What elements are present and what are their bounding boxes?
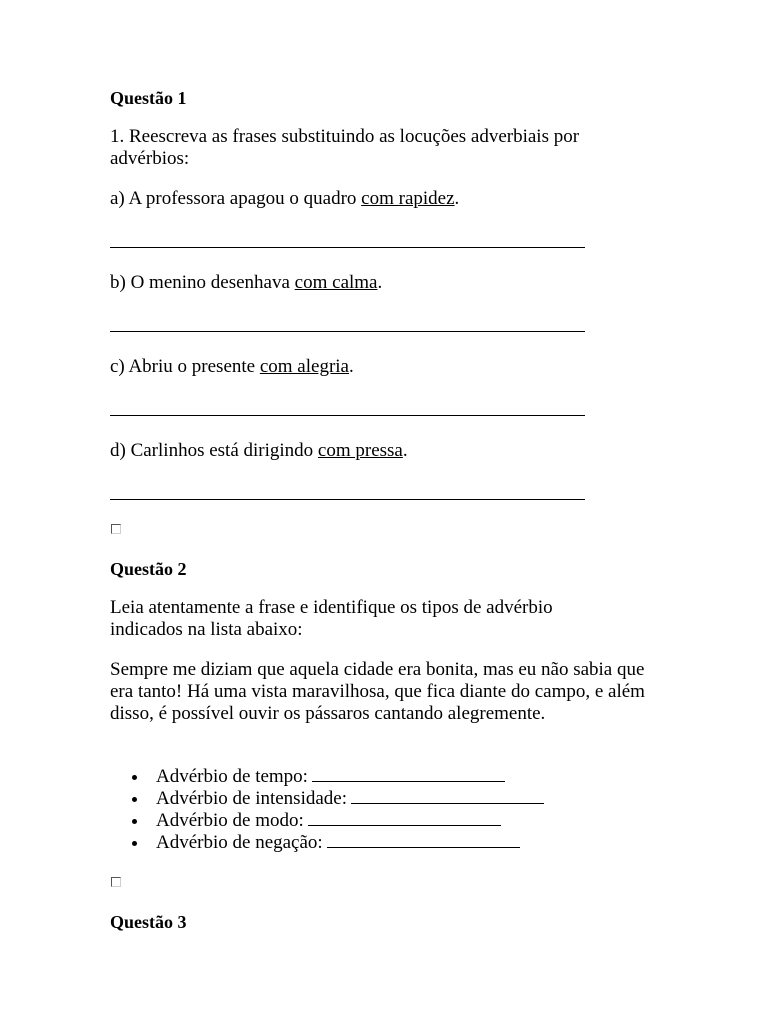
item-punctuation: . (349, 356, 354, 377)
question-1-title: Questão 1 (110, 88, 187, 108)
answer-blank[interactable] (312, 766, 505, 782)
question-1-instruction: 1. Reescreva as frases substituindo as locuções adverbiais por advérbios: (110, 126, 580, 169)
question-3-title: Questão 3 (110, 912, 187, 932)
answer-blank[interactable] (327, 832, 520, 848)
bullet-icon (132, 797, 137, 802)
adverb-type-label: Advérbio de tempo: (156, 766, 308, 787)
adverb-type-label: Advérbio de intensidade: (156, 788, 348, 809)
item-text: d) Carlinhos está dirigindo (110, 440, 318, 461)
item-punctuation: . (454, 188, 460, 209)
list-item (156, 810, 544, 832)
item-underlined-phrase: com pressa (317, 440, 403, 461)
adverb-type-list (110, 766, 544, 854)
item-text: b) O menino desenhava (110, 272, 295, 293)
item-text: c) Abriu o presente (110, 356, 260, 377)
checkbox-icon[interactable] (111, 877, 121, 887)
checkbox-icon[interactable] (111, 524, 121, 534)
answer-line-a[interactable] (110, 247, 585, 248)
question-2-title: Questão 2 (110, 559, 187, 579)
item-punctuation: . (402, 440, 408, 461)
answer-line-d[interactable] (110, 499, 585, 500)
answer-blank[interactable] (308, 810, 501, 826)
list-item (156, 766, 544, 788)
item-punctuation: . (377, 272, 383, 293)
list-item (156, 788, 544, 810)
bullet-icon (132, 841, 137, 846)
question-1-item-b (110, 272, 382, 294)
bullet-icon (132, 775, 137, 780)
list-item (156, 832, 544, 854)
item-text: a) A professora apagou o quadro (110, 188, 362, 209)
adverb-type-label: Advérbio de modo: (156, 810, 304, 831)
question-1-item-a (110, 188, 459, 210)
question-2-passage: Sempre me diziam que aquela cidade era bonita, mas eu não sabia que era tanto! Há uma vista maravilhosa, que fica diante do campo, e além disso, é possível ouvir os pássaros cantando alegremente. (110, 659, 645, 724)
item-underlined-phrase: com calma (294, 272, 378, 293)
answer-blank[interactable] (351, 788, 544, 804)
item-underlined-phrase: com rapidez (361, 188, 455, 209)
answer-line-b[interactable] (110, 331, 585, 332)
adverb-type-label: Advérbio de negação: (156, 832, 323, 853)
question-1-item-c (110, 356, 354, 378)
question-1-item-d (110, 440, 408, 462)
bullet-icon (132, 819, 137, 824)
answer-line-c[interactable] (110, 415, 585, 416)
question-2-instruction: Leia atentamente a frase e identifique os tipos de advérbio indicados na lista abaixo: (110, 597, 553, 640)
item-underlined-phrase: com alegria (259, 356, 349, 377)
